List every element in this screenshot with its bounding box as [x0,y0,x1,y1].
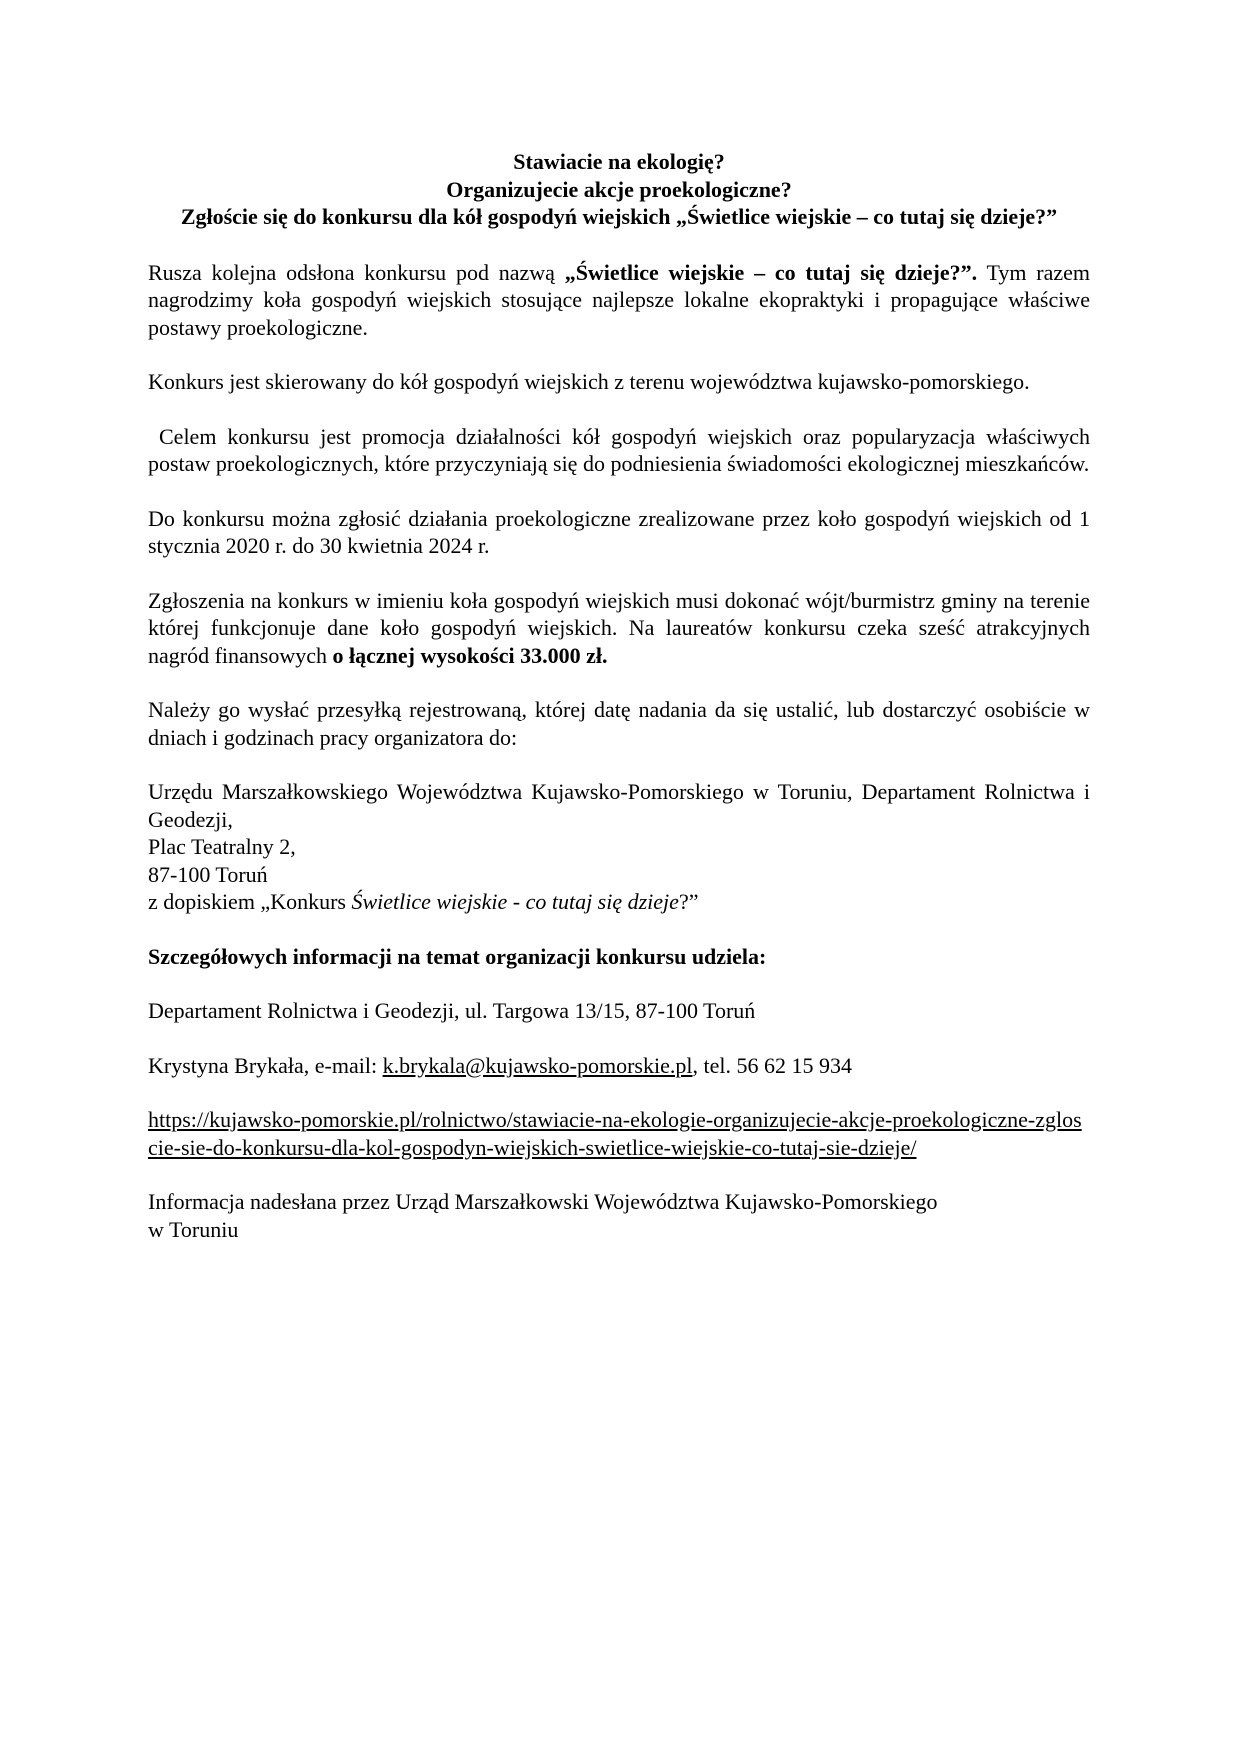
address-note [148,888,1090,916]
info-heading [148,943,1090,971]
delivery-paragraph: Należy go wysłać przesyłką rejestrowaną, której datę nadania da się ustalić, lub dostarczyć osobiście w dniach i godzinach pracy organizatora do: [148,697,1090,750]
prize-amount: o łącznej wysokości 33.000 zł. [332,642,608,668]
contact-line [148,1052,1090,1080]
intro-text-before: Rusza kolejna odsłona konkursu pod nazwą [148,259,565,285]
intro-text-after: Tym razem nagrodzimy koła gospodyń wiejskich stosujące najlepsze lokalne ekopraktyki i propagujące właściwe postawy proekologiczne. [148,259,1090,340]
address-line-1: Urzędu Marszałkowskiego Województwa Kujawsko-Pomorskiego w Toruniu, Departament Rolnictwa i Geodezji, [148,779,1090,832]
contact-prefix: Krystyna Brykała, e-mail: [148,1052,383,1078]
footer-line-1: Informacja nadesłana przez Urząd Marszałkowski Województwa Kujawsko-Pomorskiego [148,1189,938,1214]
address-note-prefix: z dopiskiem „Konkurs [148,889,352,914]
period-paragraph: Do konkursu można zgłosić działania proekologiczne zrealizowane przez koło gospodyń wiejskich od 1 stycznia 2020 r. do 30 kwietnia 2024 r. [148,505,1090,558]
address-block [148,778,1090,916]
article-url-link[interactable]: https://kujawsko-pomorskie.pl/rolnictwo/stawiacie-na-ekologie-organizujecie-akcje-proekologiczne-zgloscie-sie-do-konkursu-dla-kol-gospodyn-wiejskich-swietlice-wiejskie-co-tutaj-sie-dzieje/ [148,1107,1082,1160]
department-line: Departament Rolnictwa i Geodezji, ul. Targowa 13/15, 87-100 Toruń [148,998,756,1023]
address-line-3: 87-100 Toruń [148,861,268,887]
url-paragraph [148,1106,1090,1161]
email-link[interactable]: k.brykala@kujawsko-pomorskie.pl [382,1052,693,1078]
contest-name: „Świetlice wiejskie – co tutaj się dzieje?”. [564,259,978,285]
intro-paragraph [148,259,1090,342]
footer-note [148,1188,1090,1243]
info-heading-text: Szczegółowych informacji na temat organizacji konkursu udziela: [148,943,767,969]
address-note-suffix: ?” [678,889,699,914]
goal-paragraph: Celem konkursu jest promocja działalności kół gospodyń wiejskich oraz popularyzacja właściwych postaw proekologicznych, które przyczyniają się do podniesienia świadomości ekologicznej mieszkańców. [148,423,1096,476]
contact-suffix: , tel. 56 62 15 934 [692,1052,852,1078]
target-paragraph: Konkurs jest skierowany do kół gospodyń wiejskich z terenu województwa kujawsko-pomorskiego. [148,369,1030,394]
submission-text: Zgłoszenia na konkurs w imieniu koła gospodyń wiejskich musi dokonać wójt/burmistrz gminy na terenie której funkcjonuje dane koło gospodyń wiejskich. Na laureatów konkursu czeka sześć atrakcyjnych nagród finansowych [148,587,1090,668]
footer-line-2: w Toruniu [148,1216,239,1242]
title-line-2: Organizujecie akcje proekologiczne? [446,176,792,202]
document-title [148,148,1090,231]
title-line-3: Zgłoście się do konkursu dla kół gospodyń wiejskich „Świetlice wiejskie – co tutaj się dzieje?” [180,204,1058,229]
address-note-italic: Świetlice wiejskie - co tutaj się dzieje [351,889,679,914]
submission-paragraph [148,587,1090,670]
title-line-1: Stawiacie na ekologię? [513,149,725,174]
address-line-2: Plac Teatralny 2, [148,834,296,859]
document-page [148,148,1096,1270]
